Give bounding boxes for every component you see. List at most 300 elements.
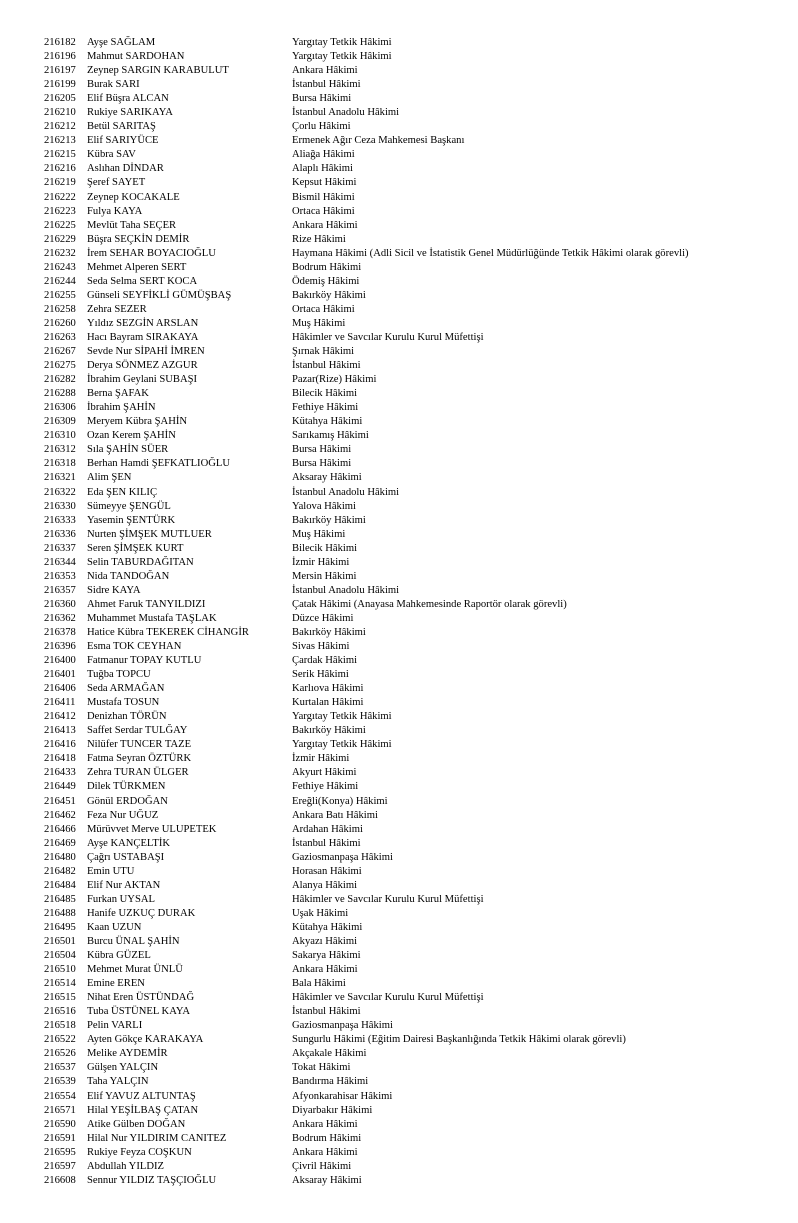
registry-number: 216608	[44, 1174, 76, 1186]
list-row	[0, 654, 798, 668]
registry-number: 216480	[44, 851, 76, 863]
registry-number: 216466	[44, 823, 76, 835]
person-name: Hilal YEŞİLBAŞ ÇATAN	[87, 1104, 199, 1116]
position-title: Sungurlu Hâkimi (Eğitim Dairesi Başkanlığında Tetkik Hâkimi olarak görevli)	[292, 1034, 626, 1046]
list-row	[0, 780, 798, 794]
registry-number: 216510	[44, 964, 76, 976]
registry-number: 216400	[44, 655, 76, 667]
position-title: Çatak Hâkimi (Anayasa Mahkemesinde Raportör olarak görevli)	[292, 598, 567, 610]
registry-number: 216590	[44, 1118, 76, 1130]
position-title: Ardahan Hâkimi	[292, 823, 363, 835]
registry-number: 216595	[44, 1146, 76, 1158]
position-title: İstanbul Anadolu Hâkimi	[292, 107, 400, 119]
person-name: Zehra SEZER	[87, 303, 147, 315]
person-name: Mehmet Alperen SERT	[87, 261, 187, 273]
list-row	[0, 851, 798, 865]
position-title: Uşak Hâkimi	[292, 907, 349, 919]
registry-number: 216518	[44, 1020, 76, 1032]
registry-number: 216210	[44, 107, 76, 119]
person-name: Elif Büşra ALCAN	[87, 93, 169, 105]
person-name: Burak SARI	[87, 79, 140, 91]
person-name: Elif SARIYÜCE	[87, 135, 159, 147]
list-row	[0, 584, 798, 598]
list-row	[0, 668, 798, 682]
position-title: Gaziosmanpaşa Hâkimi	[292, 851, 393, 863]
registry-number: 216469	[44, 837, 76, 849]
position-title: Diyarbakır Hâkimi	[292, 1104, 373, 1116]
position-title: Ermenek Ağır Ceza Mahkemesi Başkanı	[292, 135, 465, 147]
position-title: Ankara Batı Hâkimi	[292, 809, 378, 821]
registry-number: 216488	[44, 907, 76, 919]
person-name: Betül SARITAŞ	[87, 121, 156, 133]
registry-number: 216267	[44, 346, 76, 358]
list-row	[0, 92, 798, 106]
list-row	[0, 1033, 798, 1047]
registry-number: 216330	[44, 500, 76, 512]
list-row	[0, 261, 798, 275]
person-name: Nihat Eren ÜSTÜNDAĞ	[87, 992, 195, 1004]
list-row	[0, 471, 798, 485]
person-name: Burcu ÜNAL ŞAHİN	[87, 936, 180, 947]
position-title: Bakırköy Hâkimi	[292, 289, 366, 301]
position-title: Rize Hâkimi	[292, 233, 346, 245]
registry-number: 216554	[44, 1090, 76, 1102]
registry-number: 216515	[44, 992, 76, 1004]
person-name: Emine EREN	[87, 978, 145, 990]
list-row	[0, 528, 798, 542]
person-name: Elif YAVUZ ALTUNTAŞ	[87, 1090, 196, 1102]
registry-number: 216516	[44, 1006, 76, 1018]
registry-number: 216571	[44, 1104, 76, 1116]
registry-number: 216514	[44, 978, 76, 990]
position-title: Gaziosmanpaşa Hâkimi	[292, 1020, 393, 1032]
person-name: Melike AYDEMİR	[87, 1048, 168, 1060]
list-row	[0, 865, 798, 879]
list-row	[0, 991, 798, 1005]
person-name: Sümeyye ŞENGÜL	[87, 500, 171, 512]
list-row	[0, 275, 798, 289]
person-name: Zeynep KOCAKALE	[87, 191, 180, 203]
list-row	[0, 134, 798, 148]
person-name: Alim ŞEN	[87, 472, 132, 484]
registry-number: 216526	[44, 1048, 76, 1060]
registry-number: 216275	[44, 360, 76, 372]
person-name: İbrahim ŞAHİN	[87, 402, 156, 414]
list-row	[0, 457, 798, 471]
person-name: Saffet Serdar TULĞAY	[87, 725, 188, 737]
person-name: Zeynep SARGIN KARABULUT	[87, 65, 229, 77]
list-row	[0, 1174, 798, 1188]
position-title: Ortaca Hâkimi	[292, 303, 355, 315]
person-name: Mustafa TOSUN	[87, 697, 160, 709]
person-name: Rukiye SARIKAYA	[87, 107, 173, 119]
position-title: Fethiye Hâkimi	[292, 402, 359, 414]
person-name: Nurten ŞİMŞEK MUTLUER	[87, 528, 212, 540]
person-name: Berhan Hamdi ŞEFKATLIOĞLU	[87, 458, 230, 470]
registry-number: 216258	[44, 303, 76, 315]
position-title: Hâkimler ve Savcılar Kurulu Kurul Müfettişi	[292, 331, 484, 343]
person-name: Ozan Kerem ŞAHİN	[87, 430, 176, 442]
position-title: İstanbul Anadolu Hâkimi	[292, 486, 400, 498]
person-name: Taha YALÇIN	[87, 1076, 149, 1088]
list-row	[0, 1047, 798, 1061]
list-row	[0, 500, 798, 514]
person-name: Eda ŞEN KILIÇ	[87, 486, 158, 498]
registry-number: 216223	[44, 205, 76, 217]
list-row	[0, 176, 798, 190]
registry-number: 216362	[44, 612, 76, 624]
registry-number: 216353	[44, 570, 76, 582]
registry-number: 216418	[44, 753, 76, 765]
person-name: Günseli SEYFİKLİ GÜMÜŞBAŞ	[87, 289, 232, 301]
registry-number: 216322	[44, 486, 76, 498]
person-name: Fatmanur TOPAY KUTLU	[87, 655, 202, 667]
registry-number: 216282	[44, 374, 76, 386]
position-title: Aksaray Hâkimi	[292, 472, 362, 484]
person-name: Mehmet Murat ÜNLÜ	[87, 964, 183, 976]
registry-number: 216243	[44, 261, 76, 273]
person-name: Ayşe KANÇELTİK	[87, 837, 171, 849]
person-name: Çağrı USTABAŞI	[87, 851, 165, 863]
list-row	[0, 106, 798, 120]
person-name: Hanife UZKUÇ DURAK	[87, 907, 196, 919]
list-row	[0, 1146, 798, 1160]
person-name: Furkan UYSAL	[87, 893, 155, 905]
registry-number: 216337	[44, 542, 76, 554]
list-row	[0, 1118, 798, 1132]
position-title: Ankara Hâkimi	[292, 219, 358, 231]
list-row	[0, 317, 798, 331]
registry-number: 216485	[44, 893, 76, 905]
registry-number: 216495	[44, 921, 76, 933]
person-name: Mevlüt Taha SEÇER	[87, 219, 177, 231]
position-title: Şırnak Hâkimi	[292, 346, 355, 358]
person-name: İbrahim Geylani SUBAŞI	[87, 374, 198, 386]
position-title: Çardak Hâkimi	[292, 655, 358, 667]
position-title: Aksaray Hâkimi	[292, 1174, 362, 1186]
person-name: Aslıhan DİNDAR	[87, 163, 164, 175]
position-title: İzmir Hâkimi	[292, 753, 350, 765]
registry-number: 216591	[44, 1132, 76, 1144]
person-name: Muhammet Mustafa TAŞLAK	[87, 612, 217, 624]
position-title: Bilecik Hâkimi	[292, 388, 358, 400]
registry-number: 216462	[44, 809, 76, 821]
person-name: Tuba ÜSTÜNEL KAYA	[87, 1006, 191, 1018]
position-title: Haymana Hâkimi (Adli Sicil ve İstatistik Genel Müdürlüğünde Tetkik Hâkimi olarak görevli)	[292, 247, 689, 259]
person-name: Sıla ŞAHİN SÜER	[87, 444, 169, 456]
position-title: Kepsut Hâkimi	[292, 177, 357, 189]
person-name: Büşra SEÇKİN DEMİR	[87, 233, 190, 245]
position-title: Ödemiş Hâkimi	[292, 275, 360, 287]
registry-number: 216318	[44, 458, 76, 470]
person-name: Nilüfer TUNCER TAZE	[87, 739, 192, 751]
registry-number: 216312	[44, 444, 76, 456]
position-title: Kütahya Hâkimi	[292, 921, 363, 933]
person-name: Mürüvvet Merve ULUPETEK	[87, 823, 217, 835]
person-name: Kaan UZUN	[87, 921, 142, 933]
person-name: Fatma Seyran ÖZTÜRK	[87, 753, 192, 765]
registry-number: 216197	[44, 65, 76, 77]
list-row	[0, 415, 798, 429]
registry-number: 216310	[44, 430, 76, 442]
position-title: Bursa Hâkimi	[292, 458, 352, 470]
registry-number: 216406	[44, 683, 76, 695]
position-title: Yargıtay Tetkik Hâkimi	[292, 51, 392, 63]
person-name: Ahmet Faruk TANYILDIZI	[87, 598, 206, 610]
list-row	[0, 486, 798, 500]
registry-number: 216199	[44, 79, 76, 91]
registry-number: 216333	[44, 514, 76, 526]
position-title: Horasan Hâkimi	[292, 865, 362, 877]
list-row	[0, 598, 798, 612]
list-row	[0, 640, 798, 654]
list-row	[0, 233, 798, 247]
position-title: Bismil Hâkimi	[292, 191, 355, 203]
list-row	[0, 514, 798, 528]
list-row	[0, 977, 798, 991]
registry-number: 216378	[44, 626, 76, 638]
list-row	[0, 710, 798, 724]
person-name: Kübra SAV	[87, 149, 136, 161]
registry-number: 216396	[44, 641, 76, 653]
registry-number: 216306	[44, 402, 76, 414]
position-title: Bodrum Hâkimi	[292, 1132, 362, 1144]
list-row	[0, 823, 798, 837]
person-name: Gülşen YALÇIN	[87, 1062, 159, 1074]
position-title: Afyonkarahisar Hâkimi	[292, 1090, 393, 1102]
registry-number: 216219	[44, 177, 76, 189]
registry-number: 216411	[44, 697, 76, 709]
list-row	[0, 963, 798, 977]
registry-number: 216401	[44, 669, 76, 681]
registry-number: 216357	[44, 584, 76, 596]
position-title: Bursa Hâkimi	[292, 444, 352, 456]
position-title: Alanya Hâkimi	[292, 879, 358, 891]
position-title: Sarıkamış Hâkimi	[292, 430, 369, 442]
person-name: Zehra TURAN ÜLGER	[87, 767, 189, 779]
position-title: Muş Hâkimi	[292, 317, 346, 329]
position-title: Ankara Hâkimi	[292, 1118, 358, 1130]
registry-number: 216449	[44, 781, 76, 793]
person-name: Feza Nur UĞUZ	[87, 809, 159, 821]
person-name: Şeref SAYET	[87, 177, 146, 189]
person-name: Sevde Nur SİPAHİ İMREN	[87, 346, 205, 358]
registry-number: 216222	[44, 191, 76, 203]
person-name: Rukiye Feyza COŞKUN	[87, 1146, 192, 1158]
list-row	[0, 219, 798, 233]
registry-number: 216501	[44, 936, 76, 947]
registry-number: 216321	[44, 472, 76, 484]
list-row	[0, 64, 798, 78]
list-row	[0, 1132, 798, 1146]
person-name: Hilal Nur YILDIRIM CANITEZ	[87, 1132, 227, 1144]
position-title: Sakarya Hâkimi	[292, 950, 361, 962]
position-title: Bakırköy Hâkimi	[292, 514, 366, 526]
list-row	[0, 893, 798, 907]
person-name: Hacı Bayram SIRAKAYA	[87, 331, 199, 343]
position-title: Bakırköy Hâkimi	[292, 725, 366, 737]
person-name: Seda Selma SERT KOCA	[87, 275, 198, 287]
registry-number: 216229	[44, 233, 76, 245]
registry-number: 216216	[44, 163, 76, 175]
list-row	[0, 148, 798, 162]
position-title: İzmir Hâkimi	[292, 556, 350, 568]
position-title: Yargıtay Tetkik Hâkimi	[292, 37, 392, 48]
registry-number: 216196	[44, 51, 76, 63]
person-name: Berna ŞAFAK	[87, 388, 149, 400]
list-row	[0, 78, 798, 92]
registry-number: 216597	[44, 1160, 76, 1172]
list-row	[0, 36, 798, 50]
position-title: Çorlu Hâkimi	[292, 121, 351, 133]
position-title: Bodrum Hâkimi	[292, 261, 362, 273]
position-title: Ereğli(Konya) Hâkimi	[292, 795, 388, 807]
registry-number: 216522	[44, 1034, 76, 1046]
list-row	[0, 191, 798, 205]
registry-number: 216484	[44, 879, 76, 891]
person-name: Derya SÖNMEZ AZGUR	[87, 360, 198, 372]
position-title: Akyurt Hâkimi	[292, 767, 357, 779]
position-title: Akyazı Hâkimi	[292, 936, 358, 947]
registry-number: 216225	[44, 219, 76, 231]
registry-number: 216360	[44, 598, 76, 610]
list-row	[0, 50, 798, 64]
position-title: Bala Hâkimi	[292, 978, 346, 990]
person-name: Hatice Kübra TEKEREK CİHANGİR	[87, 626, 249, 638]
list-row	[0, 795, 798, 809]
list-row	[0, 303, 798, 317]
position-title: Ankara Hâkimi	[292, 964, 358, 976]
registry-number: 216336	[44, 528, 76, 540]
position-title: İstanbul Hâkimi	[292, 837, 361, 849]
position-title: Fethiye Hâkimi	[292, 781, 359, 793]
registry-number: 216451	[44, 795, 76, 807]
list-row	[0, 247, 798, 261]
person-name: Ayten Gökçe KARAKAYA	[87, 1034, 204, 1046]
position-title: Bilecik Hâkimi	[292, 542, 358, 554]
registry-number: 216537	[44, 1062, 76, 1074]
person-name: Fulya KAYA	[87, 205, 143, 217]
list-row	[0, 401, 798, 415]
list-row	[0, 556, 798, 570]
position-title: Ortaca Hâkimi	[292, 205, 355, 217]
registry-number: 216263	[44, 331, 76, 343]
registry-number: 216412	[44, 711, 76, 723]
list-row	[0, 921, 798, 935]
position-title: Kurtalan Hâkimi	[292, 697, 364, 709]
registry-number: 216504	[44, 950, 76, 962]
position-title: Ankara Hâkimi	[292, 1146, 358, 1158]
list-row	[0, 289, 798, 303]
position-title: Aliağa Hâkimi	[292, 149, 355, 161]
person-name: Pelin VARLI	[87, 1020, 143, 1032]
position-title: Yargıtay Tetkik Hâkimi	[292, 739, 392, 751]
position-title: Sivas Hâkimi	[292, 641, 350, 653]
position-title: Çivril Hâkimi	[292, 1160, 352, 1172]
person-name: Mahmut SARDOHAN	[87, 51, 185, 63]
list-row	[0, 682, 798, 696]
person-name: Meryem Kübra ŞAHİN	[87, 416, 188, 428]
list-row	[0, 612, 798, 626]
list-row	[0, 626, 798, 640]
position-title: Bakırköy Hâkimi	[292, 626, 366, 638]
list-row	[0, 162, 798, 176]
position-title: Mersin Hâkimi	[292, 570, 357, 582]
list-row	[0, 120, 798, 134]
registry-number: 216213	[44, 135, 76, 147]
position-title: Bursa Hâkimi	[292, 93, 352, 105]
position-title: Tokat Hâkimi	[292, 1062, 351, 1074]
person-name: Nida TANDOĞAN	[87, 570, 170, 582]
person-name: Seda ARMAĞAN	[87, 683, 165, 695]
position-title: Yargıtay Tetkik Hâkimi	[292, 711, 392, 723]
list-row	[0, 766, 798, 780]
registry-number: 216244	[44, 275, 76, 287]
person-name: Sennur YILDIZ TAŞÇIOĞLU	[87, 1174, 217, 1186]
registry-number: 216215	[44, 149, 76, 161]
list-row	[0, 1061, 798, 1075]
list-row	[0, 331, 798, 345]
person-name: Selin TABURDAĞITAN	[87, 556, 194, 568]
list-row	[0, 1160, 798, 1174]
list-row	[0, 837, 798, 851]
registry-number: 216413	[44, 725, 76, 737]
appointment-list	[0, 36, 798, 1188]
list-row	[0, 359, 798, 373]
list-row	[0, 907, 798, 921]
position-title: Hâkimler ve Savcılar Kurulu Kurul Müfettişi	[292, 992, 484, 1004]
position-title: İstanbul Anadolu Hâkimi	[292, 584, 400, 596]
position-title: Pazar(Rize) Hâkimi	[292, 374, 377, 386]
position-title: İstanbul Hâkimi	[292, 1006, 361, 1018]
registry-number: 216255	[44, 289, 76, 301]
person-name: Tuğba TOPCU	[87, 669, 151, 681]
person-name: Denizhan TÖRÜN	[87, 711, 167, 723]
position-title: Kütahya Hâkimi	[292, 416, 363, 428]
registry-number: 216232	[44, 247, 76, 259]
person-name: Dilek TÜRKMEN	[87, 781, 166, 793]
person-name: Ayşe SAĞLAM	[87, 37, 156, 48]
list-row	[0, 724, 798, 738]
list-row	[0, 345, 798, 359]
position-title: Yalova Hâkimi	[292, 500, 356, 512]
position-title: Akçakale Hâkimi	[292, 1048, 367, 1060]
person-name: Yasemin ŞENTÜRK	[87, 514, 176, 526]
registry-number: 216539	[44, 1076, 76, 1088]
position-title: Hâkimler ve Savcılar Kurulu Kurul Müfettişi	[292, 893, 484, 905]
list-row	[0, 949, 798, 963]
list-row	[0, 387, 798, 401]
registry-number: 216288	[44, 388, 76, 400]
list-row	[0, 809, 798, 823]
registry-number: 216433	[44, 767, 76, 779]
person-name: Yıldız SEZGİN ARSLAN	[87, 317, 199, 329]
list-row	[0, 373, 798, 387]
list-row	[0, 1075, 798, 1089]
list-row	[0, 1090, 798, 1104]
position-title: Muş Hâkimi	[292, 528, 346, 540]
registry-number: 216482	[44, 865, 76, 877]
list-row	[0, 542, 798, 556]
position-title: Karlıova Hâkimi	[292, 683, 364, 695]
list-row	[0, 696, 798, 710]
registry-number: 216260	[44, 317, 76, 329]
list-row	[0, 935, 798, 949]
list-row	[0, 738, 798, 752]
registry-number: 216212	[44, 121, 76, 133]
position-title: Bandırma Hâkimi	[292, 1076, 369, 1088]
registry-number: 216205	[44, 93, 76, 105]
